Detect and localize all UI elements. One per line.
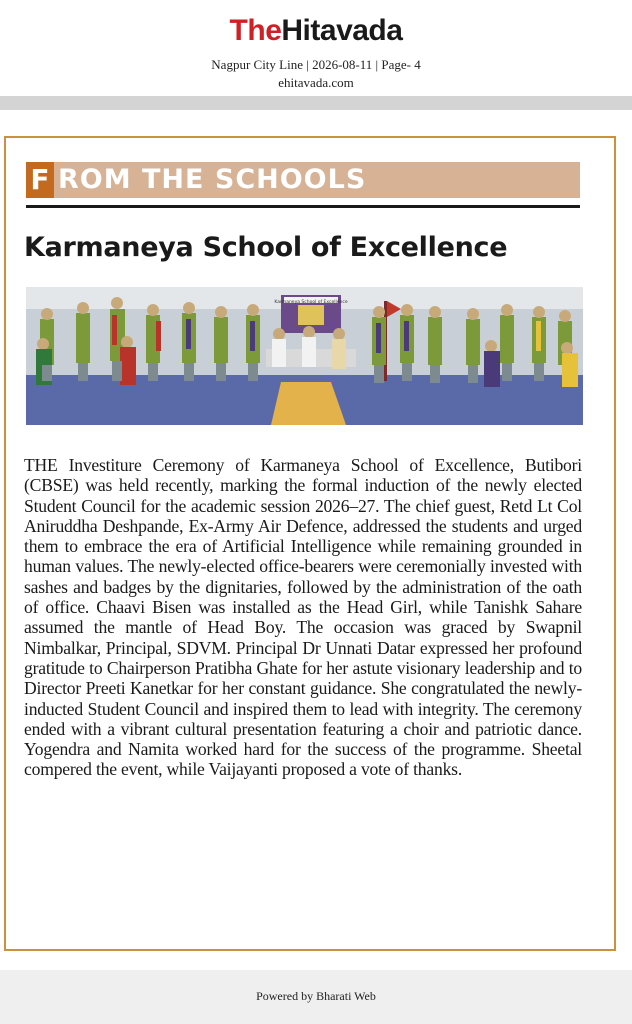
section-header: [26, 162, 580, 198]
section-rule: [26, 205, 580, 208]
article-photo: [26, 287, 583, 425]
brand-name: Hitavada: [281, 14, 403, 47]
powered-by-link[interactable]: Powered by Bharati Web: [256, 989, 376, 1003]
edition-line: Nagpur City Line | 2026-08-11 | Page- 4: [211, 57, 421, 72]
article-headline: Karmaneya School of Excellence: [24, 232, 508, 263]
brand-the: The: [229, 14, 282, 47]
article-body: THE Investiture Ceremony of Karmaneya School of Excellence, Butibori (CBSE) was held recently, marking the formal induction of the newly elected Student Council for the academic session 2026–27. The chief guest, Retd Lt Col Aniruddha Deshpande, Ex-Army Air Defence, addressed the students and urged them to embrace the era of Artificial Intelligence while remaining grounded in human values. The newly-elected office-bearers were ceremonially invested with sashes and badges by the dignitaries, followed by the administration of the oath of office. Chaavi Bisen was installed as the Head Girl, while Tanishk Sahare assumed the mantle of Head Boy. The occasion was graced by Swapnil Nimbalkar, Principal, SDVM. Principal Dr Unnati Datar expressed her profound gratitude to Chairperson Pratibha Ghate for her astute visionary leadership and to Director Preeti Kanetkar for her constant guidance. She congratulated the newly-inducted Student Council and inspired them to lead with integrity. The ceremony ended with a vibrant cultural presentation featuring a choir and patriotic dance. Yogendra and Namita worked hard for the success of the programme. Sheetal compered the event, while Vaijayanti proposed a vote of thanks.: [24, 455, 582, 780]
section-initial: F: [26, 162, 54, 198]
brand-logo[interactable]: [0, 14, 632, 48]
site-link[interactable]: ehitavada.com: [278, 75, 354, 90]
section-title: ROM THE SCHOOLS: [58, 164, 367, 195]
photo-banner: Karmaneya School of Excellence: [274, 300, 348, 305]
masthead: [0, 0, 632, 96]
masthead-divider: [0, 96, 632, 110]
